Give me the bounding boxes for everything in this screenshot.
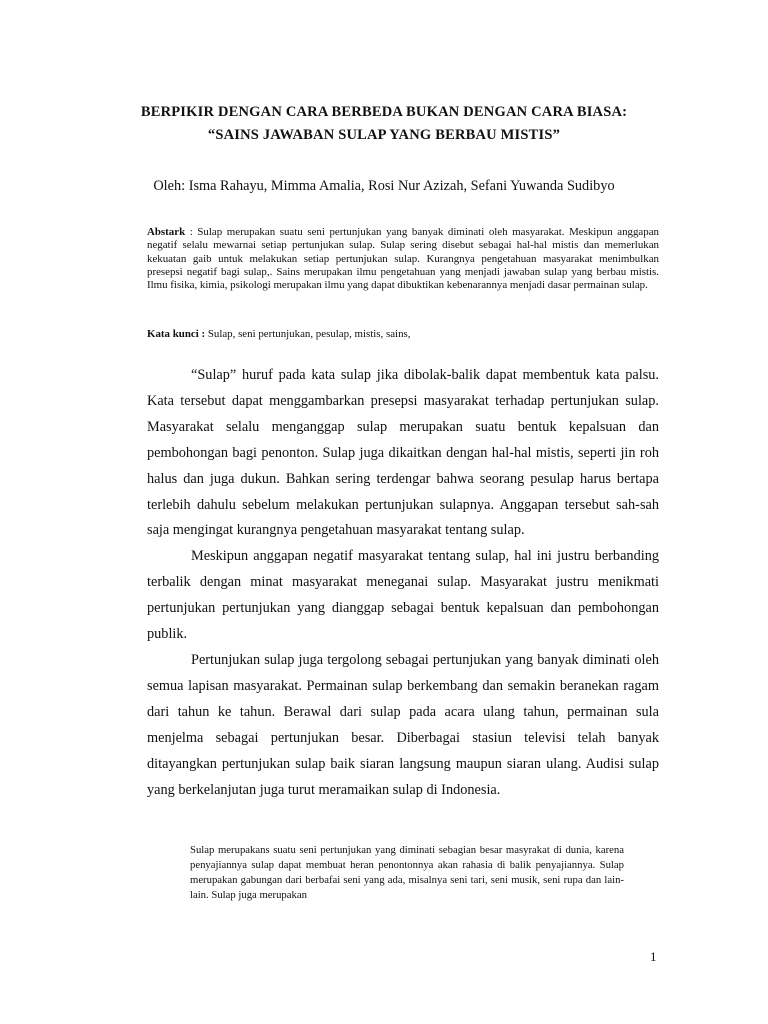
keywords-label: Kata kunci : — [147, 328, 206, 340]
paragraph: Pertunjukan sulap juga tergolong sebagai pertunjukan yang banyak diminati oleh semua lapisan masyarakat. Permainan sulap berkembang dan semakin beranekan ragam dari tahun ke tahun. Berawal dari sulap pada acara ulang tahun, permainan sula menjelma sebagai pertunjukan besar. Diberbagai stasiun televisi telah banyak ditayangkan pertunjukan sulap baik siaran langsung maupun siaran ulang. Audisi sulap yang berkelanjutan juga turut meramaikan sulap di Indonesia. — [147, 651, 659, 798]
abstract — [147, 226, 659, 292]
abstract-label: Abstark — [147, 226, 186, 238]
authors-line: Oleh: Isma Rahayu, Mimma Amalia, Rosi Nur Azizah, Sefani Yuwanda Sudibyo — [153, 178, 615, 194]
paragraph: Meskipun anggapan negatif masyarakat tentang sulap, hal ini justru berbanding terbalik dengan minat masyarakat meneganai sulap. Masyarakat justru menikmati pertunjukan pertunjukan yang dianggap sebagai bentuk kepalsuan dan pembohongan publik. — [147, 548, 659, 643]
block-quote — [190, 843, 624, 903]
block-quote-text: Sulap merupakans suatu seni pertunjukan yang diminati sebagian besar masyrakat di dunia, karena penyajiannya sulap dapat membuat heran penontonnya akan rahasia di balik penyajiannya. Sulap merupakan gabungan dari berbafai seni yang ada, misalnya seni tari, seni musik, seni rupa dan lain-lain. Sulap juga merupakan — [190, 844, 624, 901]
page-number: 1 — [650, 949, 657, 964]
title-line-1: BERPIKIR DENGAN CARA BERBEDA BUKAN DENGAN CARA BIASA: — [140, 104, 628, 120]
body-text — [147, 363, 659, 803]
keywords — [147, 328, 659, 340]
paragraph: “Sulap” huruf pada kata sulap jika dibolak-balik dapat membentuk kata palsu. Kata tersebut dapat menggambarkan presepsi masyarakat terhadap pertunjukan sulap. Masyarakat selalu menganggap sulap merupakan suatu bentuk kepalsuan dan pembohongan bagi penonton. Sulap juga dikaitkan dengan hal-hal mistis, seperti jin roh halus dan juga dukun. Bahkan sering terdengar bahwa seorang pesulap harus bertapa terlebih dahulu sebelum melakukan pertunjukan sulapnya. Anggapan tersebut sah-sah saja mengingat kurangnya pengetahuan masyarakat tentang sulap. — [147, 367, 659, 539]
title-line-2: “SAINS JAWABAN SULAP YANG BERBAU MISTIS” — [207, 127, 561, 143]
keywords-text: Sulap, seni pertunjukan, pesulap, mistis, sains, — [205, 328, 411, 340]
abstract-text: : Sulap merupakan suatu seni pertunjukan yang banyak diminati oleh masyarakat. Meskipun anggapan negatif selalu mewarnai setiap pertunjukan sulap. Sulap sering disebut sebagai hal-hal mistis dan memerlukan kekuatan gaib untuk melakukan setiap pertunjukan sulap. Kurangnya pengetahuan masyarakat menimbulkan presepsi negatif bagi sulap,. Sains merupakan ilmu pengetahuan yang menjadi jawaban sulap yang berbau mistis. Ilmu fisika, kimia, psikologi merupakan ilmu yang dapat dibuktikan kebenarannya menjadi dasar permainan sulap. — [147, 226, 659, 292]
